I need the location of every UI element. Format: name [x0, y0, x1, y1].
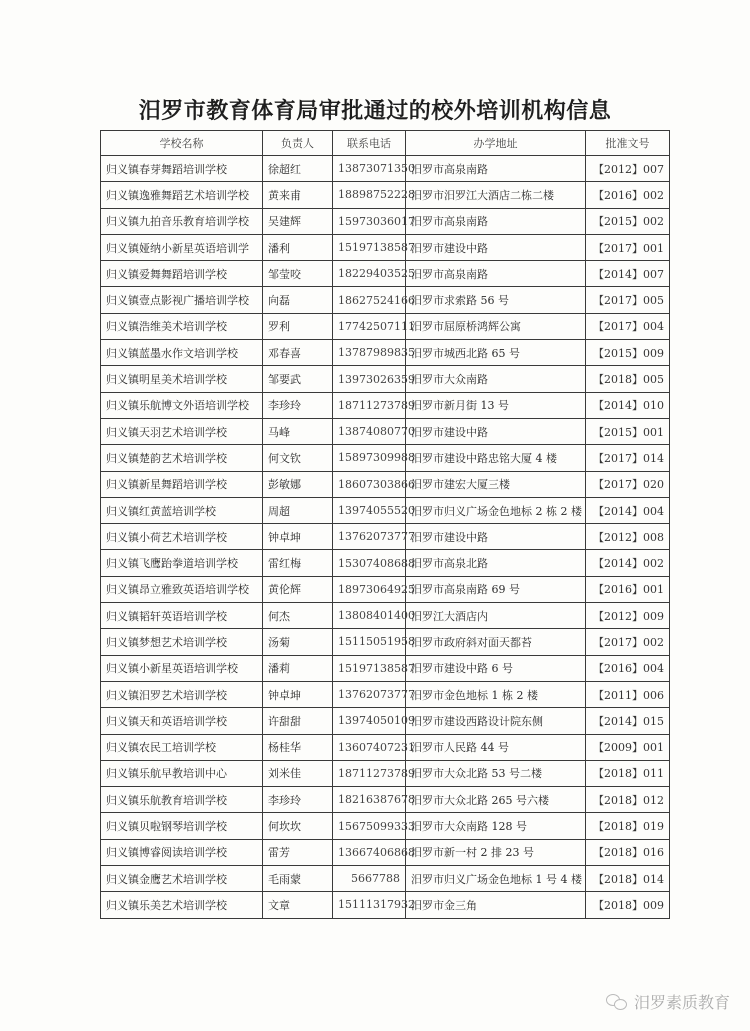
table-row [101, 839, 670, 865]
cell-approval-number: 【2018】016 [586, 839, 670, 865]
table-row [101, 734, 670, 760]
table-row [101, 418, 670, 444]
cell-phone: 15973036017 [333, 208, 406, 234]
cell-address: 汨罗市归义广场金色地标 2 栋 2 楼 [406, 497, 586, 523]
cell-approval-number: 【2018】011 [586, 760, 670, 786]
cell-person-in-charge: 吴建辉 [263, 208, 333, 234]
table-row [101, 603, 670, 629]
table-row [101, 261, 670, 287]
cell-address: 汨罗市大众南路 [406, 366, 586, 392]
cell-person-in-charge: 罗利 [263, 313, 333, 339]
table-row [101, 550, 670, 576]
cell-school-name: 归义镇浩维美术培训学校 [101, 313, 263, 339]
cell-school-name: 归义镇贝啦钢琴培训学校 [101, 813, 263, 839]
table-row [101, 576, 670, 602]
cell-approval-number: 【2012】008 [586, 524, 670, 550]
cell-school-name: 归义镇九拍音乐教育培训学校 [101, 208, 263, 234]
cell-person-in-charge: 何坎坎 [263, 813, 333, 839]
cell-phone: 13974050109 [333, 708, 406, 734]
cell-person-in-charge: 李珍玲 [263, 392, 333, 418]
cell-phone: 18711273789 [333, 760, 406, 786]
cell-school-name: 归义镇昂立雅致英语培训学校 [101, 576, 263, 602]
cell-address: 汨罗市高泉北路 [406, 550, 586, 576]
cell-address: 汨罗市金色地标 1 栋 2 楼 [406, 681, 586, 707]
cell-school-name: 归义镇明星美术培训学校 [101, 366, 263, 392]
table-row [101, 208, 670, 234]
cell-address: 汨罗市金三角 [406, 892, 586, 918]
cell-address: 汨罗市人民路 44 号 [406, 734, 586, 760]
table-row [101, 787, 670, 813]
cell-approval-number: 【2012】009 [586, 603, 670, 629]
cell-person-in-charge: 钟卓坤 [263, 681, 333, 707]
header-school-name: 学校名称 [101, 131, 263, 156]
cell-school-name: 归义镇楚韵艺术培训学校 [101, 445, 263, 471]
cell-address: 汨罗市建设中路 [406, 524, 586, 550]
cell-approval-number: 【2018】014 [586, 866, 670, 892]
cell-approval-number: 【2018】005 [586, 366, 670, 392]
cell-phone: 15115051958 [333, 629, 406, 655]
table-row [101, 287, 670, 313]
cell-approval-number: 【2015】009 [586, 340, 670, 366]
cell-person-in-charge: 向磊 [263, 287, 333, 313]
cell-address: 汨罗市建设中路忠铭大厦 4 楼 [406, 445, 586, 471]
cell-person-in-charge: 雷芳 [263, 839, 333, 865]
cell-approval-number: 【2018】012 [586, 787, 670, 813]
table-body [101, 156, 670, 919]
cell-phone: 15197138587 [333, 655, 406, 681]
table-row [101, 366, 670, 392]
cell-person-in-charge: 毛雨蒙 [263, 866, 333, 892]
cell-school-name: 归义镇小新星英语培训学校 [101, 655, 263, 681]
cell-person-in-charge: 邹莹咬 [263, 261, 333, 287]
cell-person-in-charge: 周超 [263, 497, 333, 523]
cell-address: 汨罗市高泉南路 [406, 156, 586, 182]
cell-phone: 13667406868 [333, 839, 406, 865]
cell-approval-number: 【2017】020 [586, 471, 670, 497]
cell-address: 汨罗市城西北路 65 号 [406, 340, 586, 366]
cell-school-name: 归义镇韬轩英语培训学校 [101, 603, 263, 629]
cell-school-name: 归义镇新星舞蹈培训学校 [101, 471, 263, 497]
cell-approval-number: 【2014】004 [586, 497, 670, 523]
cell-approval-number: 【2014】015 [586, 708, 670, 734]
cell-approval-number: 【2015】002 [586, 208, 670, 234]
cell-address: 汨罗市建设西路设计院东侧 [406, 708, 586, 734]
cell-person-in-charge: 邹要武 [263, 366, 333, 392]
cell-person-in-charge: 彭敏娜 [263, 471, 333, 497]
cell-phone: 18627524166 [333, 287, 406, 313]
cell-person-in-charge: 何文钦 [263, 445, 333, 471]
cell-phone: 18898752228 [333, 182, 406, 208]
cell-approval-number: 【2014】007 [586, 261, 670, 287]
cell-phone: 15111317932 [333, 892, 406, 918]
cell-school-name: 归义镇爱舞舞蹈培训学校 [101, 261, 263, 287]
cell-school-name: 归义镇蓝墨水作文培训学校 [101, 340, 263, 366]
cell-person-in-charge: 许甜甜 [263, 708, 333, 734]
table-row [101, 392, 670, 418]
table-row [101, 655, 670, 681]
cell-phone: 13762073777 [333, 681, 406, 707]
cell-phone: 18216387678 [333, 787, 406, 813]
cell-school-name: 归义镇红黄蓝培训学校 [101, 497, 263, 523]
cell-approval-number: 【2017】005 [586, 287, 670, 313]
cell-approval-number: 【2016】004 [586, 655, 670, 681]
cell-person-in-charge: 徐超红 [263, 156, 333, 182]
cell-address: 汨罗市归义广场金色地标 1 号 4 楼 [406, 866, 586, 892]
cell-person-in-charge: 邓春喜 [263, 340, 333, 366]
cell-person-in-charge: 汤菊 [263, 629, 333, 655]
table-row [101, 892, 670, 918]
cell-phone: 15897309988 [333, 445, 406, 471]
cell-person-in-charge: 潘莉 [263, 655, 333, 681]
watermark-text: 汨罗素质教育 [633, 993, 730, 1012]
cell-approval-number: 【2017】001 [586, 234, 670, 260]
cell-school-name: 归义镇飞鹰跆拳道培训学校 [101, 550, 263, 576]
cell-phone: 18711273789 [333, 392, 406, 418]
cell-address: 汨罗市建宏大厦三楼 [406, 471, 586, 497]
cell-person-in-charge: 黄来甫 [263, 182, 333, 208]
cell-approval-number: 【2016】001 [586, 576, 670, 602]
cell-approval-number: 【2012】007 [586, 156, 670, 182]
table-row [101, 813, 670, 839]
cell-person-in-charge: 刘米佳 [263, 760, 333, 786]
cell-school-name: 归义镇壹点影视广播培训学校 [101, 287, 263, 313]
cell-address: 汨罗市大众南路 128 号 [406, 813, 586, 839]
cell-address: 汨罗市大众北路 265 号六楼 [406, 787, 586, 813]
header-phone: 联系电话 [333, 131, 406, 156]
cell-approval-number: 【2014】002 [586, 550, 670, 576]
cell-approval-number: 【2017】002 [586, 629, 670, 655]
cell-school-name: 归义镇汨罗艺术培训学校 [101, 681, 263, 707]
cell-address: 汨罗市汨罗江大酒店二栋二楼 [406, 182, 586, 208]
cell-school-name: 归义镇小荷艺术培训学校 [101, 524, 263, 550]
cell-phone: 15197138587 [333, 234, 406, 260]
cell-phone: 13973026359 [333, 366, 406, 392]
cell-school-name: 归义镇娅纳小新星英语培训学 [101, 234, 263, 260]
cell-phone: 15675099333 [333, 813, 406, 839]
table-header-row [101, 131, 670, 156]
cell-phone: 13762073777 [333, 524, 406, 550]
cell-phone: 13808401400 [333, 603, 406, 629]
cell-phone: 13787989835 [333, 340, 406, 366]
cell-address: 汨罗市新一村 2 排 23 号 [406, 839, 586, 865]
cell-address: 汨罗市屈原桥鸿辉公寓 [406, 313, 586, 339]
cell-address: 汨罗市求索路 56 号 [406, 287, 586, 313]
table-row [101, 497, 670, 523]
table-row [101, 471, 670, 497]
table-row [101, 524, 670, 550]
cell-address: 汨罗市建设中路 [406, 234, 586, 260]
table-row [101, 760, 670, 786]
table-row [101, 866, 670, 892]
cell-address: 汨罗江大酒店内 [406, 603, 586, 629]
cell-address: 汨罗市政府斜对面天都苔 [406, 629, 586, 655]
cell-address: 汨罗市大众北路 53 号二楼 [406, 760, 586, 786]
table-row [101, 182, 670, 208]
cell-person-in-charge: 何杰 [263, 603, 333, 629]
cell-school-name: 归义镇天和英语培训学校 [101, 708, 263, 734]
cell-school-name: 归义镇逸雅舞蹈艺术培训学校 [101, 182, 263, 208]
table-row [101, 681, 670, 707]
header-person-in-charge: 负责人 [263, 131, 333, 156]
cell-address: 汨罗市高泉南路 [406, 208, 586, 234]
cell-approval-number: 【2009】001 [586, 734, 670, 760]
cell-person-in-charge: 文章 [263, 892, 333, 918]
cell-person-in-charge: 李珍玲 [263, 787, 333, 813]
cell-school-name: 归义镇金鹰艺术培训学校 [101, 866, 263, 892]
header-approval-number: 批准文号 [586, 131, 670, 156]
cell-address: 汨罗市高泉南路 69 号 [406, 576, 586, 602]
cell-address: 汨罗市新月街 13 号 [406, 392, 586, 418]
cell-school-name: 归义镇乐航早教培训中心 [101, 760, 263, 786]
table-row [101, 629, 670, 655]
cell-person-in-charge: 钟卓坤 [263, 524, 333, 550]
cell-person-in-charge: 黄伦辉 [263, 576, 333, 602]
watermark [606, 990, 730, 1013]
cell-phone: 13607407231 [333, 734, 406, 760]
cell-school-name: 归义镇乐美艺术培训学校 [101, 892, 263, 918]
cell-school-name: 归义镇乐航博文外语培训学校 [101, 392, 263, 418]
table-row [101, 340, 670, 366]
cell-phone: 17742507111 [333, 313, 406, 339]
cell-phone: 18229403525 [333, 261, 406, 287]
table-row [101, 156, 670, 182]
header-address: 办学地址 [406, 131, 586, 156]
document-title: 汨罗市教育体育局审批通过的校外培训机构信息 [138, 99, 612, 124]
cell-person-in-charge: 马峰 [263, 418, 333, 444]
cell-school-name: 归义镇乐航教育培训学校 [101, 787, 263, 813]
cell-school-name: 归义镇天羽艺术培训学校 [101, 418, 263, 444]
cell-school-name: 归义镇春芽舞蹈培训学校 [101, 156, 263, 182]
cell-phone: 13874080770 [333, 418, 406, 444]
cell-school-name: 归义镇农民工培训学校 [101, 734, 263, 760]
institution-table [100, 130, 670, 919]
cell-address: 汨罗市高泉南路 [406, 261, 586, 287]
cell-address: 汨罗市建设中路 6 号 [406, 655, 586, 681]
cell-phone: 13974055520 [333, 497, 406, 523]
cell-phone: 18607303866 [333, 471, 406, 497]
cell-phone: 18973064925 [333, 576, 406, 602]
wechat-icon [606, 994, 628, 1010]
cell-person-in-charge: 杨桂华 [263, 734, 333, 760]
cell-approval-number: 【2014】010 [586, 392, 670, 418]
cell-person-in-charge: 雷红梅 [263, 550, 333, 576]
cell-approval-number: 【2018】019 [586, 813, 670, 839]
cell-approval-number: 【2018】009 [586, 892, 670, 918]
table-row [101, 708, 670, 734]
cell-approval-number: 【2015】001 [586, 418, 670, 444]
cell-person-in-charge: 潘利 [263, 234, 333, 260]
cell-phone: 5667788 [333, 866, 406, 892]
cell-approval-number: 【2017】004 [586, 313, 670, 339]
cell-approval-number: 【2011】006 [586, 681, 670, 707]
cell-phone: 15307408688 [333, 550, 406, 576]
cell-phone: 13873071350 [333, 156, 406, 182]
cell-approval-number: 【2016】002 [586, 182, 670, 208]
cell-school-name: 归义镇梦想艺术培训学校 [101, 629, 263, 655]
cell-address: 汨罗市建设中路 [406, 418, 586, 444]
table-row [101, 445, 670, 471]
table-row [101, 313, 670, 339]
cell-school-name: 归义镇博睿阅读培训学校 [101, 839, 263, 865]
table-row [101, 234, 670, 260]
cell-approval-number: 【2017】014 [586, 445, 670, 471]
